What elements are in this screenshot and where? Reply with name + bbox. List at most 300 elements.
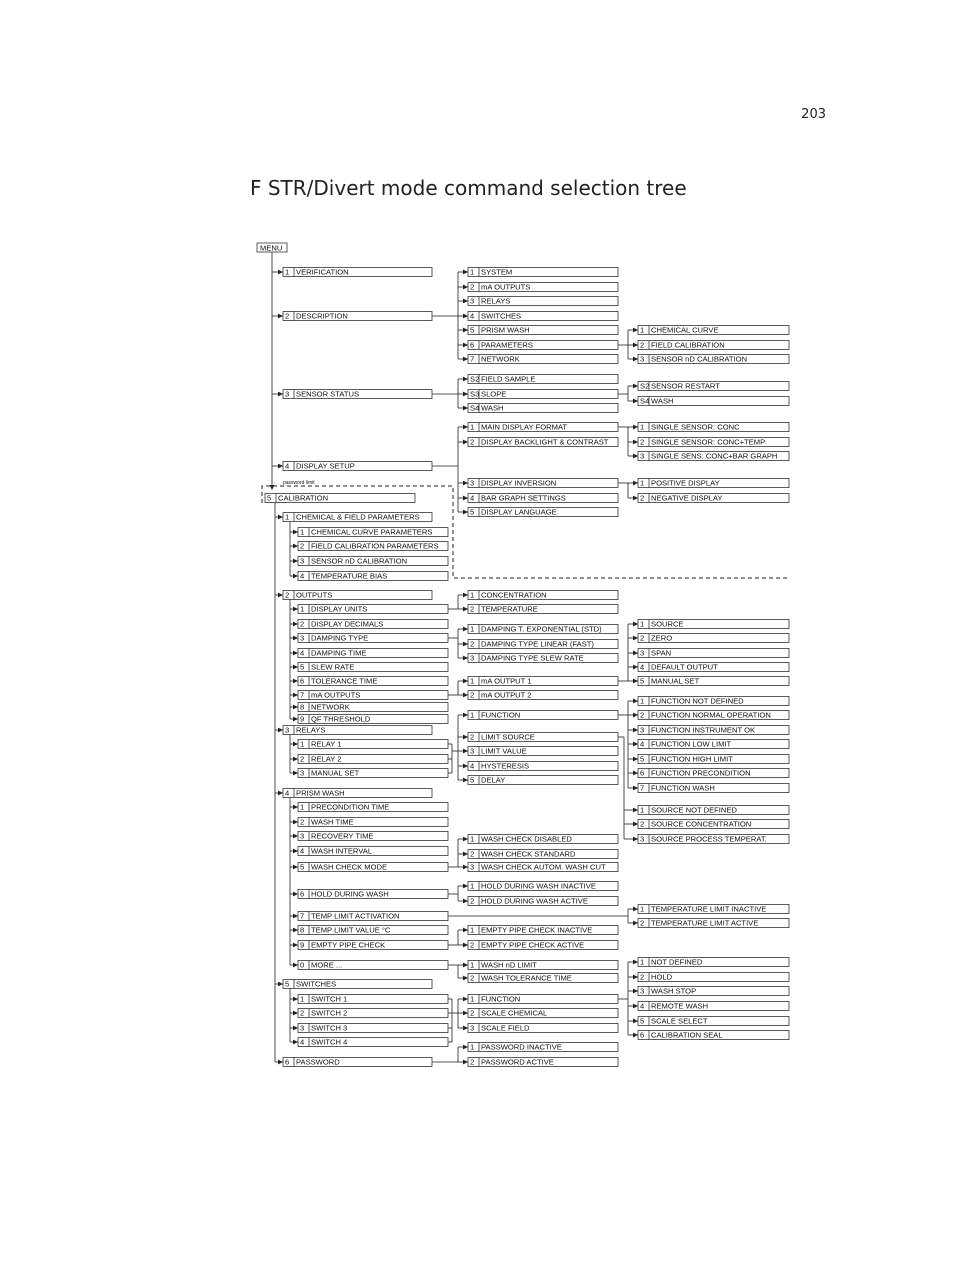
arrow-head bbox=[293, 892, 298, 897]
page-number: 203 bbox=[801, 107, 826, 122]
node-number: 4 bbox=[300, 571, 305, 581]
node-number: 1 bbox=[470, 267, 475, 277]
node-number: 6 bbox=[300, 889, 305, 899]
arrow-head bbox=[633, 496, 638, 501]
node-label: TEMP LIMIT VALUE °C bbox=[311, 925, 391, 935]
node-number: 4 bbox=[300, 1037, 305, 1047]
node-label: SWITCH 4 bbox=[311, 1037, 348, 1047]
node-label: SENSOR STATUS bbox=[296, 389, 360, 399]
node-hold-inactive bbox=[468, 882, 618, 891]
node-number: 1 bbox=[300, 802, 305, 812]
arrow-head bbox=[463, 837, 468, 842]
node-field-calibration bbox=[638, 341, 789, 350]
menu-root-node bbox=[257, 243, 287, 253]
arrow-head bbox=[463, 713, 468, 718]
node-label: WASH STOP bbox=[651, 986, 697, 996]
arrow-head bbox=[633, 440, 638, 445]
node-label: DAMPING TYPE bbox=[311, 633, 369, 643]
node-relays bbox=[468, 297, 618, 306]
node-number: 7 bbox=[300, 690, 305, 700]
node-number: 4 bbox=[640, 662, 645, 672]
node-label: EMPTY PIPE CHECK bbox=[311, 940, 386, 950]
node-number: 1 bbox=[285, 512, 290, 522]
node-label: DEFAULT OUTPUT bbox=[651, 662, 718, 672]
arrow-head bbox=[463, 627, 468, 632]
node-label: DISPLAY SETUP bbox=[296, 461, 355, 471]
node-number: 8 bbox=[300, 925, 305, 935]
arrow-head bbox=[293, 820, 298, 825]
node-number: 2 bbox=[640, 340, 645, 350]
node-label: SPAN bbox=[651, 648, 672, 658]
node-empty-pipe-check bbox=[298, 941, 448, 950]
node-fn-wash bbox=[638, 784, 789, 793]
node-label: HOLD DURING WASH ACTIVE bbox=[481, 896, 588, 906]
node-scale-field bbox=[468, 1024, 618, 1033]
node-label: WASH bbox=[481, 403, 504, 413]
arrow-head bbox=[463, 1045, 468, 1050]
arrow-head bbox=[633, 399, 638, 404]
node-sw-not-defined bbox=[638, 958, 789, 967]
node-label: CHEMICAL CURVE PARAMETERS bbox=[311, 527, 433, 537]
node-label: DAMPING TYPE SLEW RATE bbox=[481, 653, 584, 663]
node-empty-pipe-inactive bbox=[468, 926, 618, 935]
arrow-head bbox=[293, 805, 298, 810]
node-label: MAIN DISPLAY FORMAT bbox=[481, 422, 568, 432]
node-label: REMOTE WASH bbox=[651, 1001, 709, 1011]
node-sw-remote-wash bbox=[638, 1002, 789, 1011]
node-label: FIELD CALIBRATION bbox=[651, 340, 725, 350]
node-temp-limit-value bbox=[298, 926, 448, 935]
node-manual-set-1 bbox=[298, 769, 448, 778]
node-temp-limit-active bbox=[638, 919, 789, 928]
node-number: 1 bbox=[285, 267, 290, 277]
node-number: 1 bbox=[470, 624, 475, 634]
node-label: TEMPERATURE LIMIT ACTIVE bbox=[651, 918, 759, 928]
arrow-head bbox=[293, 742, 298, 747]
node-label: FIELD SAMPLE bbox=[481, 374, 536, 384]
node-number: 2 bbox=[470, 1008, 475, 1018]
arrow-head bbox=[633, 728, 638, 733]
node-main-display-format bbox=[468, 423, 618, 432]
node-label: RELAY 1 bbox=[311, 739, 342, 749]
node-label: SCALE CHEMICAL bbox=[481, 1008, 548, 1018]
node-sw-wash-stop bbox=[638, 987, 789, 996]
node-number: 3 bbox=[285, 725, 290, 735]
node-number: 4 bbox=[470, 311, 475, 321]
node-label: DAMPING TIME bbox=[311, 648, 367, 658]
node-ma-outputs-2 bbox=[298, 691, 448, 700]
node-label: mA OUTPUT 1 bbox=[481, 676, 532, 686]
arrow-head bbox=[633, 636, 638, 641]
node-label: WASH CHECK STANDARD bbox=[481, 849, 576, 859]
node-number: 4 bbox=[300, 648, 305, 658]
node-display-inversion bbox=[468, 479, 618, 488]
arrow-head bbox=[633, 384, 638, 389]
node-label: mA OUTPUT 2 bbox=[481, 690, 532, 700]
arrow-head bbox=[633, 960, 638, 965]
node-number: 5 bbox=[640, 754, 645, 764]
node-label: FUNCTION NORMAL OPERATION bbox=[651, 710, 771, 720]
node-number: 1 bbox=[470, 881, 475, 891]
node-label: PASSWORD bbox=[296, 1057, 340, 1067]
node-slew-rate bbox=[298, 663, 448, 672]
arrow-head bbox=[463, 314, 468, 319]
arrow-head bbox=[633, 771, 638, 776]
node-sensor-nd-cal-2 bbox=[638, 355, 789, 364]
node-number: 2 bbox=[470, 896, 475, 906]
arrow-head bbox=[293, 651, 298, 656]
arrow-head bbox=[633, 1033, 638, 1038]
node-number: 1 bbox=[640, 478, 645, 488]
node-temp-limit-activation bbox=[298, 912, 448, 921]
node-function-1 bbox=[468, 711, 618, 720]
node-number: 2 bbox=[470, 849, 475, 859]
node-label: WASH TOLERANCE TIME bbox=[481, 973, 572, 983]
node-label: SWITCH 1 bbox=[311, 994, 348, 1004]
node-password-active bbox=[468, 1058, 618, 1067]
node-prism-wash bbox=[468, 326, 618, 335]
node-label: SCALE FIELD bbox=[481, 1023, 530, 1033]
node-label: FUNCTION bbox=[481, 710, 521, 720]
arrow-head bbox=[278, 392, 283, 397]
arrow-head bbox=[463, 778, 468, 783]
node-number: 1 bbox=[640, 904, 645, 914]
arrow-head bbox=[293, 636, 298, 641]
node-slope bbox=[468, 390, 618, 399]
node-number: 9 bbox=[300, 714, 305, 724]
node-number: 1 bbox=[470, 590, 475, 600]
node-label: DISPLAY LANGUAGE bbox=[481, 507, 557, 517]
arrow-head bbox=[463, 735, 468, 740]
node-relays-2 bbox=[283, 726, 432, 735]
node-number: 2 bbox=[640, 437, 645, 447]
node-description bbox=[283, 312, 432, 321]
node-label: RELAYS bbox=[296, 725, 326, 735]
node-hold-during-wash bbox=[298, 890, 448, 899]
node-number: 5 bbox=[640, 676, 645, 686]
node-number: 1 bbox=[640, 325, 645, 335]
node-label: VERIFICATION bbox=[296, 267, 349, 277]
arrow-head bbox=[633, 742, 638, 747]
node-number: 2 bbox=[470, 973, 475, 983]
node-label: WASH CHECK AUTOM. WASH CUT bbox=[481, 862, 606, 872]
node-number: 4 bbox=[285, 461, 290, 471]
node-number: 5 bbox=[640, 1016, 645, 1026]
node-label: LIMIT VALUE bbox=[481, 746, 527, 756]
node-label: CHEMICAL & FIELD PARAMETERS bbox=[296, 512, 420, 522]
arrow-head bbox=[293, 559, 298, 564]
node-label: SENSOR RESTART bbox=[651, 381, 720, 391]
node-wash-check-disabled bbox=[468, 835, 618, 844]
node-number: 2 bbox=[285, 311, 290, 321]
node-number: 2 bbox=[640, 710, 645, 720]
node-number: 1 bbox=[640, 619, 645, 629]
arrow-head bbox=[633, 822, 638, 827]
node-number: 3 bbox=[470, 653, 475, 663]
node-number: 1 bbox=[640, 422, 645, 432]
node-label: NEGATIVE DISPLAY bbox=[651, 493, 723, 503]
arrow-head bbox=[463, 642, 468, 647]
node-display-language bbox=[468, 508, 618, 517]
node-number: 5 bbox=[300, 662, 305, 672]
arrow-head bbox=[463, 997, 468, 1002]
node-number: 4 bbox=[470, 761, 475, 771]
node-label: ZERO bbox=[651, 633, 673, 643]
arrow-head bbox=[278, 314, 283, 319]
node-number: 3 bbox=[470, 478, 475, 488]
node-number: 4 bbox=[470, 493, 475, 503]
node-number: 5 bbox=[470, 325, 475, 335]
node-label: SWITCHES bbox=[296, 979, 337, 989]
node-hold-active bbox=[468, 897, 618, 906]
arrow-head bbox=[633, 1004, 638, 1009]
node-number: 3 bbox=[640, 986, 645, 996]
node-sensor-status bbox=[283, 390, 432, 399]
node-sw-scale-select bbox=[638, 1017, 789, 1026]
arrow-head bbox=[293, 607, 298, 612]
node-ma-outputs bbox=[468, 283, 618, 292]
node-number: 2 bbox=[300, 541, 305, 551]
node-number: 1 bbox=[640, 957, 645, 967]
node-label: TEMPERATURE LIMIT INACTIVE bbox=[651, 904, 767, 914]
node-number: 2 bbox=[640, 972, 645, 982]
arrow-head bbox=[463, 963, 468, 968]
node-number: 4 bbox=[285, 788, 290, 798]
page-title: F STR/Divert mode command selection tree bbox=[250, 176, 687, 200]
arrow-head bbox=[278, 270, 283, 275]
node-label: FUNCTION PRECONDITION bbox=[651, 768, 751, 778]
node-number: 3 bbox=[470, 862, 475, 872]
node-ma-output-1 bbox=[468, 677, 618, 686]
node-switches-2 bbox=[283, 980, 432, 989]
node-label: SLOPE bbox=[481, 389, 507, 399]
node-scale-chemical bbox=[468, 1009, 618, 1018]
node-label: SENSOR nD CALIBRATION bbox=[311, 556, 408, 566]
node-number: S2 bbox=[640, 381, 650, 391]
tree-nodes bbox=[257, 243, 789, 1067]
arrow-head bbox=[278, 728, 283, 733]
arrow-head bbox=[293, 544, 298, 549]
node-label: PASSWORD ACTIVE bbox=[481, 1057, 554, 1067]
node-number: 1 bbox=[470, 925, 475, 935]
node-label: HOLD bbox=[651, 972, 673, 982]
node-number: 5 bbox=[285, 979, 290, 989]
node-number: 2 bbox=[640, 918, 645, 928]
arrow-head bbox=[463, 425, 468, 430]
node-number: 2 bbox=[470, 940, 475, 950]
node-number: 1 bbox=[470, 710, 475, 720]
node-wash-nd-limit bbox=[468, 961, 618, 970]
arrow-head bbox=[293, 943, 298, 948]
node-zero bbox=[638, 634, 789, 643]
node-negative-display bbox=[638, 494, 789, 503]
arrow-head bbox=[463, 764, 468, 769]
node-number: 4 bbox=[300, 846, 305, 856]
node-number: 9 bbox=[300, 940, 305, 950]
node-fn-low-limit bbox=[638, 740, 789, 749]
node-switch-4 bbox=[298, 1038, 448, 1047]
arrow-head bbox=[463, 852, 468, 857]
node-src-concentration bbox=[638, 820, 789, 829]
arrow-head bbox=[633, 651, 638, 656]
node-display-backlight bbox=[468, 438, 618, 447]
node-label: SINGLE SENSOR: CONC bbox=[651, 422, 740, 432]
node-number: 3 bbox=[470, 746, 475, 756]
node-label: TEMPERATURE bbox=[481, 604, 538, 614]
arrow-head bbox=[293, 928, 298, 933]
node-label: SENSOR nD CALIBRATION bbox=[651, 354, 748, 364]
node-number: 1 bbox=[470, 994, 475, 1004]
node-empty-pipe-active bbox=[468, 941, 618, 950]
node-recovery-time bbox=[298, 832, 448, 841]
node-sensor-restart bbox=[638, 382, 789, 391]
node-number: 5 bbox=[300, 862, 305, 872]
node-src-process-temp bbox=[638, 835, 789, 844]
node-manual-set-2 bbox=[638, 677, 789, 686]
node-precondition-time bbox=[298, 803, 448, 812]
node-label: WASH bbox=[651, 396, 674, 406]
node-src-not-defined bbox=[638, 806, 789, 815]
node-number: 1 bbox=[300, 739, 305, 749]
node-wash-check-mode bbox=[298, 863, 448, 872]
arrow-head bbox=[463, 377, 468, 382]
node-label: FUNCTION bbox=[481, 994, 521, 1004]
node-number: 3 bbox=[300, 831, 305, 841]
node-label: SLEW RATE bbox=[311, 662, 355, 672]
arrow-head bbox=[463, 865, 468, 870]
node-label: PRECONDITION TIME bbox=[311, 802, 390, 812]
node-number: 3 bbox=[470, 1023, 475, 1033]
arrow-head bbox=[463, 1060, 468, 1065]
node-label: POSITIVE DISPLAY bbox=[651, 478, 720, 488]
arrow-head bbox=[633, 975, 638, 980]
node-single-conc bbox=[638, 423, 789, 432]
arrow-head bbox=[293, 834, 298, 839]
node-label: HYSTERESIS bbox=[481, 761, 530, 771]
node-concentration bbox=[468, 591, 618, 600]
node-label: LIMIT SOURCE bbox=[481, 732, 535, 742]
node-positive-display bbox=[638, 479, 789, 488]
node-label: mA OUTPUTS bbox=[481, 282, 531, 292]
node-label: PARAMETERS bbox=[481, 340, 533, 350]
node-label: SOURCE NOT DEFINED bbox=[651, 805, 737, 815]
node-damping-exp bbox=[468, 625, 618, 634]
node-number: 3 bbox=[470, 296, 475, 306]
node-number: S2 bbox=[470, 374, 480, 384]
arrow-head bbox=[293, 1011, 298, 1016]
arrow-head bbox=[293, 693, 298, 698]
node-label: PRISM WASH bbox=[481, 325, 530, 335]
node-label: SOURCE CONCENTRATION bbox=[651, 819, 752, 829]
node-wash-s4 bbox=[468, 404, 618, 413]
node-number: 2 bbox=[285, 590, 290, 600]
arrow-head bbox=[463, 928, 468, 933]
node-chem-curve-params bbox=[298, 528, 448, 537]
node-hysteresis bbox=[468, 762, 618, 771]
node-temperature bbox=[468, 605, 618, 614]
node-number: 1 bbox=[470, 1042, 475, 1052]
node-number: 3 bbox=[640, 648, 645, 658]
node-label: SWITCH 2 bbox=[311, 1008, 348, 1018]
node-label: DAMPING T. EXPONENTIAL (STD) bbox=[481, 624, 602, 634]
arrow-head bbox=[463, 440, 468, 445]
node-label: NOT DEFINED bbox=[651, 957, 703, 967]
menu-root-label: MENU bbox=[260, 243, 283, 253]
node-number: 3 bbox=[640, 834, 645, 844]
arrow-head bbox=[293, 705, 298, 710]
node-damping-type bbox=[298, 634, 448, 643]
node-number: 6 bbox=[640, 1030, 645, 1040]
node-number: 7 bbox=[640, 783, 645, 793]
arrow-head bbox=[463, 884, 468, 889]
arrow-head bbox=[463, 943, 468, 948]
node-number: 0 bbox=[300, 960, 305, 970]
node-damping-time bbox=[298, 649, 448, 658]
node-number: 1 bbox=[470, 422, 475, 432]
node-number: 2 bbox=[300, 817, 305, 827]
node-number: 2 bbox=[470, 437, 475, 447]
node-single-conc-temp bbox=[638, 438, 789, 447]
arrow-head bbox=[293, 717, 298, 722]
arrow-head bbox=[463, 679, 468, 684]
node-relay-1 bbox=[298, 740, 448, 749]
arrow-head bbox=[633, 665, 638, 670]
node-fn-not-defined bbox=[638, 697, 789, 706]
node-qf-threshold bbox=[298, 715, 448, 724]
arrow-head bbox=[463, 607, 468, 612]
node-label: DISPLAY UNITS bbox=[311, 604, 368, 614]
node-parameters bbox=[468, 341, 618, 350]
node-display-decimals bbox=[298, 620, 448, 629]
node-label: SINGLE SENS: CONC+BAR GRAPH bbox=[651, 451, 778, 461]
arrow-head bbox=[293, 622, 298, 627]
node-label: FUNCTION HIGH LIMIT bbox=[651, 754, 733, 764]
node-label: MANUAL SET bbox=[311, 768, 360, 778]
node-label: RECOVERY TIME bbox=[311, 831, 374, 841]
node-number: 2 bbox=[640, 819, 645, 829]
node-label: EMPTY PIPE CHECK INACTIVE bbox=[481, 925, 593, 935]
node-label: DISPLAY INVERSION bbox=[481, 478, 557, 488]
arrow-head bbox=[463, 510, 468, 515]
arrow-head bbox=[633, 622, 638, 627]
node-number: 1 bbox=[300, 527, 305, 537]
node-damping-slew bbox=[468, 654, 618, 663]
node-label: SWITCHES bbox=[481, 311, 522, 321]
node-label: CALIBRATION bbox=[278, 493, 329, 503]
arrow-head bbox=[278, 1060, 283, 1065]
arrow-head bbox=[633, 786, 638, 791]
node-chemical-curve bbox=[638, 326, 789, 335]
node-number: 2 bbox=[470, 690, 475, 700]
node-number: 6 bbox=[470, 340, 475, 350]
node-more bbox=[298, 961, 448, 970]
node-ma-output-2 bbox=[468, 691, 618, 700]
node-number: 3 bbox=[300, 633, 305, 643]
node-network-2 bbox=[298, 703, 448, 712]
node-label: MORE ... bbox=[311, 960, 343, 970]
node-label: PRISM WASH bbox=[296, 788, 345, 798]
arrow-head bbox=[633, 699, 638, 704]
node-number: 5 bbox=[267, 493, 272, 503]
node-number: 2 bbox=[470, 1057, 475, 1067]
node-label: FUNCTION INSTRUMENT OK bbox=[651, 725, 756, 735]
node-number: 6 bbox=[300, 676, 305, 686]
node-number: 3 bbox=[300, 768, 305, 778]
node-verification bbox=[283, 268, 432, 277]
arrow-head bbox=[463, 328, 468, 333]
node-display-setup bbox=[283, 462, 432, 471]
node-fn-normal bbox=[638, 711, 789, 720]
